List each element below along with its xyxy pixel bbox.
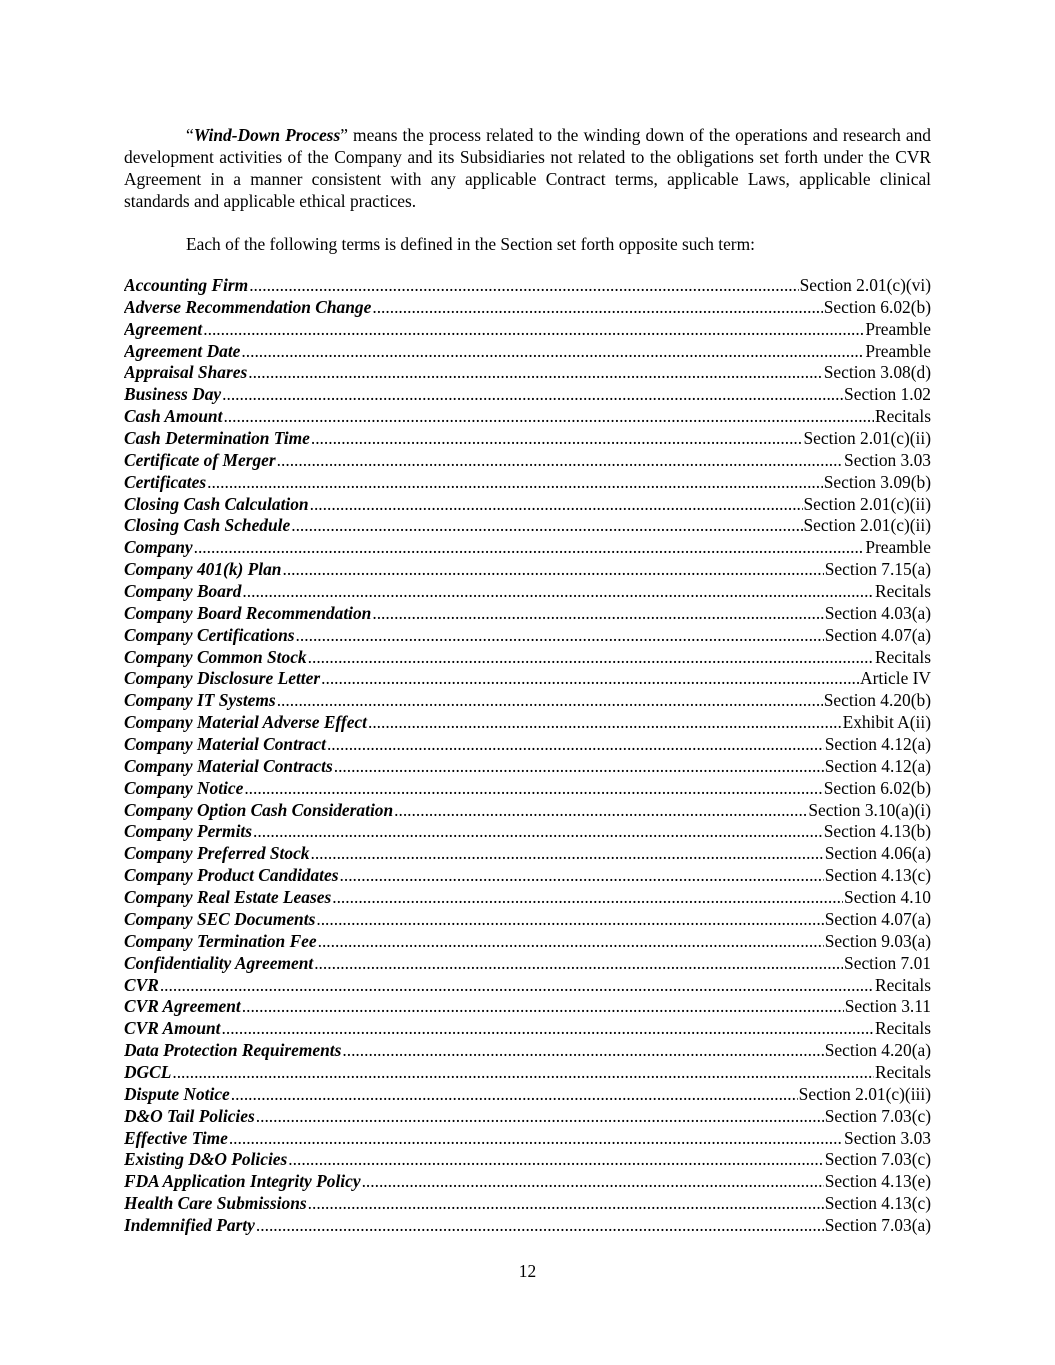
index-term: Company Material Contract [124, 734, 326, 755]
index-term: Company Board [124, 581, 242, 602]
dot-leader [340, 865, 824, 887]
definition-paragraph [124, 124, 931, 212]
index-entry [124, 1018, 931, 1040]
index-reference: Section 7.03(a) [824, 1214, 931, 1235]
index-reference: Article IV [860, 668, 931, 689]
index-term: D&O Tail Policies [124, 1105, 255, 1126]
index-entry [124, 472, 931, 494]
index-entry [124, 647, 931, 669]
index-term: Company Disclosure Letter [124, 668, 321, 689]
index-entry [124, 494, 931, 516]
index-entry [124, 1171, 931, 1193]
dot-leader [372, 297, 822, 319]
index-entry [124, 1193, 931, 1215]
dot-leader [308, 647, 874, 669]
index-reference: Section 3.03 [844, 449, 931, 470]
index-term: Company 401(k) Plan [124, 559, 282, 580]
dot-leader [342, 1040, 823, 1062]
dot-leader [207, 472, 823, 494]
dot-leader [362, 1171, 824, 1193]
dot-leader [229, 1128, 843, 1150]
index-entry [124, 1215, 931, 1237]
index-term: Agreement [124, 318, 203, 339]
dot-leader [316, 909, 823, 931]
index-term: CVR [124, 974, 159, 995]
index-term: Certificate of Merger [124, 449, 276, 470]
index-entry [124, 1062, 931, 1084]
index-reference: Section 4.07(a) [824, 624, 931, 645]
index-term: CVR Amount [124, 1018, 221, 1039]
index-term: Company Board Recommendation [124, 602, 372, 623]
index-term: Dispute Notice [124, 1083, 230, 1104]
index-term: Appraisal Shares [124, 362, 248, 383]
index-entry [124, 603, 931, 625]
index-reference: Section 4.10 [844, 887, 931, 908]
dot-leader [172, 1062, 874, 1084]
index-entry [124, 341, 931, 363]
index-entry [124, 712, 931, 734]
dot-leader [372, 603, 823, 625]
dot-leader [194, 537, 865, 559]
index-term: DGCL [124, 1061, 172, 1082]
index-term: Company Common Stock [124, 646, 307, 667]
index-reference: Section 4.06(a) [824, 843, 931, 864]
index-entry [124, 537, 931, 559]
dot-leader [318, 931, 824, 953]
dot-leader [242, 996, 844, 1018]
index-term: Cash Determination Time [124, 428, 310, 449]
index-reference: Preamble [865, 537, 931, 558]
index-term: Company Certifications [124, 624, 295, 645]
index-reference: Section 4.13(c) [824, 865, 931, 886]
dot-leader [277, 450, 843, 472]
dot-leader [160, 975, 874, 997]
index-entry [124, 1128, 931, 1150]
index-term: Effective Time [124, 1127, 228, 1148]
index-reference: Section 7.15(a) [824, 559, 931, 580]
dot-leader [321, 668, 859, 690]
index-term: Company Product Candidates [124, 865, 339, 886]
index-reference: Section 7.03(c) [824, 1149, 931, 1170]
dot-leader [203, 319, 864, 341]
dot-leader [310, 494, 803, 516]
index-term: FDA Application Integrity Policy [124, 1171, 361, 1192]
index-term: CVR Agreement [124, 996, 241, 1017]
index-entry [124, 406, 931, 428]
dot-leader [241, 341, 864, 363]
index-entry [124, 428, 931, 450]
index-reference: Section 2.01(c)(ii) [803, 493, 931, 514]
index-term: Certificates [124, 471, 207, 492]
index-entry [124, 319, 931, 341]
index-entry [124, 821, 931, 843]
index-entry [124, 690, 931, 712]
index-reference: Recitals [874, 406, 931, 427]
dot-leader [256, 1215, 824, 1237]
page-number: 12 [518, 1261, 537, 1281]
index-term: Confidentiality Agreement [124, 952, 314, 973]
index-reference: Section 7.01 [844, 952, 931, 973]
index-reference: Exhibit A(ii) [842, 712, 931, 733]
index-reference: Recitals [874, 974, 931, 995]
index-reference: Recitals [874, 646, 931, 667]
index-entry [124, 931, 931, 953]
index-entry [124, 865, 931, 887]
index-reference: Section 4.20(b) [823, 690, 931, 711]
definition-text: means the process related to the winding down of the operations and research and development activities of the Company and its Subsidiaries not related to the obligations set forth under the CVR Agreement in a manner consistent with any applicable Contract terms, applicable Laws, applicable clinical standards and applicable ethical practices. [124, 125, 931, 211]
index-term: Indemnified Party [124, 1214, 255, 1235]
dot-leader [277, 690, 823, 712]
index-term: Existing D&O Policies [124, 1149, 288, 1170]
defined-term: Wind-Down Process [193, 125, 341, 145]
index-entry [124, 1040, 931, 1062]
index-reference: Section 4.07(a) [824, 908, 931, 929]
index-reference: Section 4.12(a) [824, 755, 931, 776]
index-entry [124, 734, 931, 756]
index-reference: Section 6.02(b) [823, 296, 931, 317]
dot-leader [368, 712, 842, 734]
dot-leader [394, 800, 807, 822]
index-entry [124, 362, 931, 384]
index-entry [124, 384, 931, 406]
index-entry [124, 559, 931, 581]
dot-leader [242, 581, 874, 603]
dot-leader [282, 559, 823, 581]
index-term: Health Care Submissions [124, 1193, 307, 1214]
index-reference: Section 6.02(b) [823, 777, 931, 798]
open-quote: “ [186, 125, 194, 145]
index-reference: Section 2.01(c)(ii) [803, 515, 931, 536]
index-entry [124, 450, 931, 472]
index-term: Closing Cash Calculation [124, 493, 309, 514]
index-term: Agreement Date [124, 340, 241, 361]
index-term: Company Option Cash Consideration [124, 799, 394, 820]
index-term: Data Protection Requirements [124, 1040, 342, 1061]
index-term: Company Real Estate Leases [124, 887, 332, 908]
index-entry [124, 953, 931, 975]
index-entry [124, 581, 931, 603]
defined-terms-index [124, 275, 931, 1237]
index-reference: Section 9.03(a) [824, 930, 931, 951]
index-reference: Section 3.09(b) [823, 471, 931, 492]
index-term: Company Material Contracts [124, 755, 333, 776]
dot-leader [291, 515, 802, 537]
dot-leader [231, 1084, 798, 1106]
index-reference: Section 4.12(a) [824, 734, 931, 755]
index-reference: Section 3.11 [844, 996, 931, 1017]
index-term: Company SEC Documents [124, 908, 316, 929]
dot-leader [308, 1193, 824, 1215]
index-entry [124, 1084, 931, 1106]
index-entry [124, 996, 931, 1018]
index-entry [124, 625, 931, 647]
index-term: Company Notice [124, 777, 244, 798]
index-reference: Preamble [865, 318, 931, 339]
index-intro: Each of the following terms is defined in the Section set forth opposite such term: [186, 234, 755, 254]
dot-leader [334, 756, 824, 778]
index-reference: Preamble [865, 340, 931, 361]
index-reference: Section 4.13(c) [824, 1193, 931, 1214]
index-term: Adverse Recommendation Change [124, 296, 372, 317]
index-entry [124, 1149, 931, 1171]
index-term: Company Preferred Stock [124, 843, 310, 864]
index-reference: Section 2.01(c)(vi) [799, 275, 931, 295]
index-term: Business Day [124, 384, 222, 405]
dot-leader [288, 1149, 823, 1171]
index-term: Company IT Systems [124, 690, 276, 711]
index-reference: Section 3.10(a)(i) [808, 799, 931, 820]
dot-leader [244, 778, 822, 800]
dot-leader [222, 1018, 874, 1040]
index-reference: Section 4.03(a) [824, 602, 931, 623]
index-entry [124, 843, 931, 865]
dot-leader [314, 953, 843, 975]
dot-leader [223, 406, 874, 428]
index-term: Accounting Firm [124, 275, 249, 295]
index-entry [124, 668, 931, 690]
dot-leader [311, 428, 803, 450]
index-entry [124, 297, 931, 319]
index-reference: Section 3.08(d) [823, 362, 931, 383]
index-entry [124, 975, 931, 997]
index-reference: Section 4.13(e) [824, 1171, 931, 1192]
index-reference: Recitals [874, 1018, 931, 1039]
index-entry [124, 275, 931, 297]
index-reference: Section 1.02 [844, 384, 931, 405]
dot-leader [327, 734, 824, 756]
index-entry [124, 909, 931, 931]
index-reference: Section 3.03 [844, 1127, 931, 1148]
index-entry [124, 778, 931, 800]
index-reference: Section 4.20(a) [824, 1040, 931, 1061]
dot-leader [296, 625, 824, 647]
index-term: Cash Amount [124, 406, 223, 427]
index-term: Company Material Adverse Effect [124, 712, 367, 733]
close-quote: ” [340, 125, 348, 145]
index-reference: Recitals [874, 1061, 931, 1082]
dot-leader [253, 821, 823, 843]
index-entry [124, 887, 931, 909]
index-reference: Recitals [874, 581, 931, 602]
dot-leader [332, 887, 843, 909]
index-entry [124, 515, 931, 537]
dot-leader [222, 384, 843, 406]
index-entry [124, 1106, 931, 1128]
index-reference: Section 2.01(c)(ii) [803, 428, 931, 449]
index-term: Company Termination Fee [124, 930, 317, 951]
dot-leader [256, 1106, 824, 1128]
dot-leader [248, 362, 823, 384]
index-term: Company Permits [124, 821, 253, 842]
index-reference: Section 4.13(b) [823, 821, 931, 842]
index-term: Company [124, 537, 193, 558]
index-entry [124, 800, 931, 822]
index-term: Closing Cash Schedule [124, 515, 291, 536]
dot-leader [310, 843, 823, 865]
dot-leader [249, 275, 798, 297]
index-reference: Section 2.01(c)(iii) [798, 1083, 931, 1104]
index-entry [124, 756, 931, 778]
index-reference: Section 7.03(c) [824, 1105, 931, 1126]
